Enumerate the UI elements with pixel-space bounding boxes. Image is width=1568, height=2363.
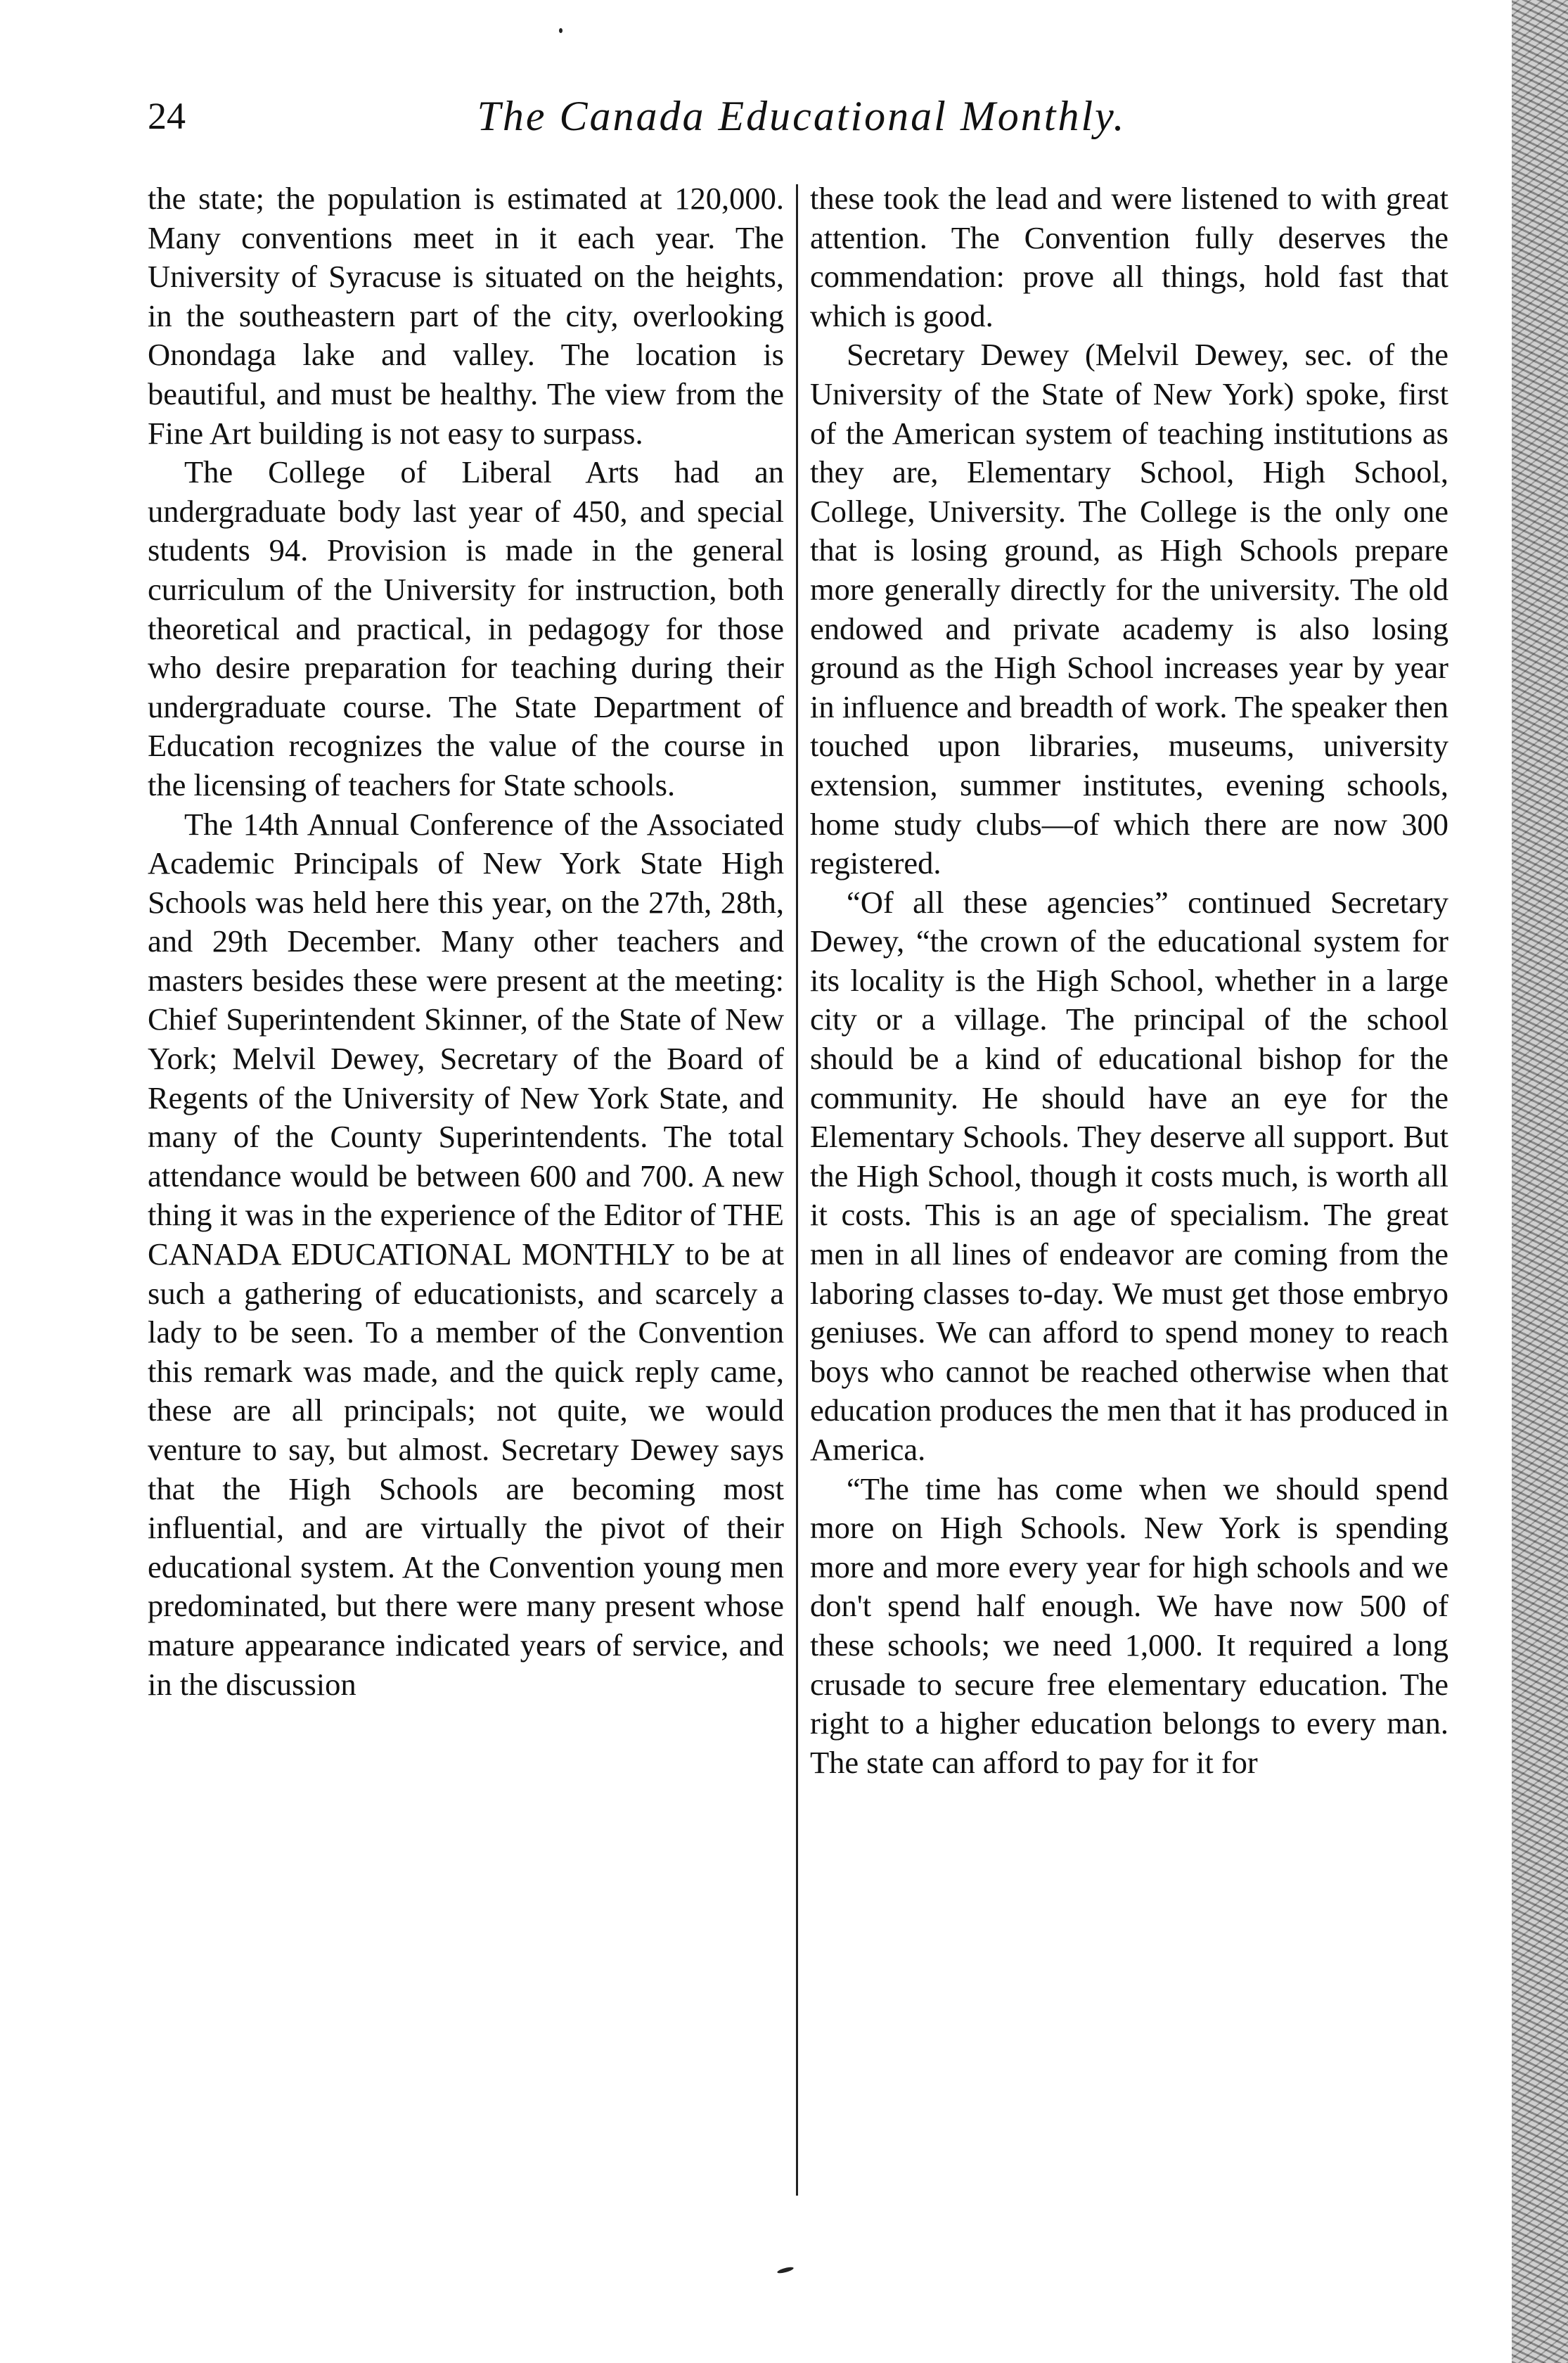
left-paragraph-2: The College of Liberal Arts had an undergraduate body last year of 450, and special students 94. Provision is made in the general curriculum of the University for instruction, both theoretical and practical, in pedagogy for those who desire preparation for teaching during their undergraduate course. The State Department of Education recognizes the value of the course in the licensing of teachers for State schools. (148, 454, 784, 802)
right-paragraph-3: “Of all these agencies” continued Secretary Dewey, “the crown of the educational system for its locality is the High School, whether in a large city or a village. The principal of the school should be a kind of educational bishop for the community. He should have an eye for the Elementary Schools. They deserve all support. But the High School, though it costs much, is worth all it costs. This is an age of specialism. The great men in all lines of endeavor are coming from the laboring classes to-day. We must get those embryo geniuses. We can afford to spend money to reach boys who cannot be reached otherwise when that education produces the men that it has produced in America. (810, 884, 1448, 1467)
page-number: 24 (148, 95, 186, 137)
running-title: The Canada Educational Monthly. (477, 93, 1126, 139)
right-column (810, 179, 1448, 2205)
scan-edge-artifact (1512, 0, 1568, 2363)
right-paragraph-4: “The time has come when we should spend more on High Schools. New York is spending more and more every year for high schools and we don't spend half enough. We have now 500 of these schools; we need 1,000. It required a long crusade to secure free elementary education. The right to a higher education belongs to every man. The state can afford to pay for it for (810, 1471, 1448, 1780)
left-column (148, 179, 784, 2205)
column-divider (796, 184, 798, 2196)
ink-speck (559, 28, 563, 33)
right-paragraph-1: these took the lead and were listened to with great attention. The Convention fully deserves the commendation: prove all things, hold fast that which is good. (810, 181, 1448, 333)
page-header (148, 84, 1455, 148)
ink-speck (777, 2266, 795, 2274)
right-paragraph-2: Secretary Dewey (Melvil Dewey, sec. of the University of the State of New York) spoke, first of the American system of teaching institutions as they are, Elementary School, High School, College, University. The College is the only one that is losing ground, as High Schools prepare more generally directly for the university. The old endowed and private academy is also losing ground as the High School increases year by year in influence and breadth of work. The speaker then touched upon libraries, museums, university extension, summer institutes, evening schools, home study clubs—of which there are now 300 registered. (810, 337, 1448, 881)
left-paragraph-1: the state; the population is estimated at 120,000. Many conventions meet in it each year. The University of Syracuse is situated on the heights, in the southeastern part of the city, overlooking Onondaga lake and valley. The location is beautiful, and must be healthy. The view from the Fine Art building is not easy to surpass. (148, 181, 784, 451)
left-paragraph-3: The 14th Annual Conference of the Associated Academic Principals of New York State High Schools was held here this year, on the 27th, 28th, and 29th December. Many other teachers and masters besides these were present at the meeting: Chief Superintendent Skinner, of the State of New York; Melvil Dewey, Secretary of the Board of Regents of the University of New York State, and many of the County Superintendents. The total attendance would be between 600 and 700. A new thing it was in the experience of the Editor of THE CANADA EDUCATIONAL MONTHLY to be at such a gathering of educationists, and scarcely a lady to be seen. To a member of the Convention this remark was made, and the quick reply came, these are all principals; not quite, we would venture to say, but almost. Secretary Dewey says that the High Schools are becoming most influential, and are virtually the pivot of their educational system. At the Convention young men predominated, but there were many present whose mature appearance indicated years of service, and in the discussion (148, 806, 784, 1702)
